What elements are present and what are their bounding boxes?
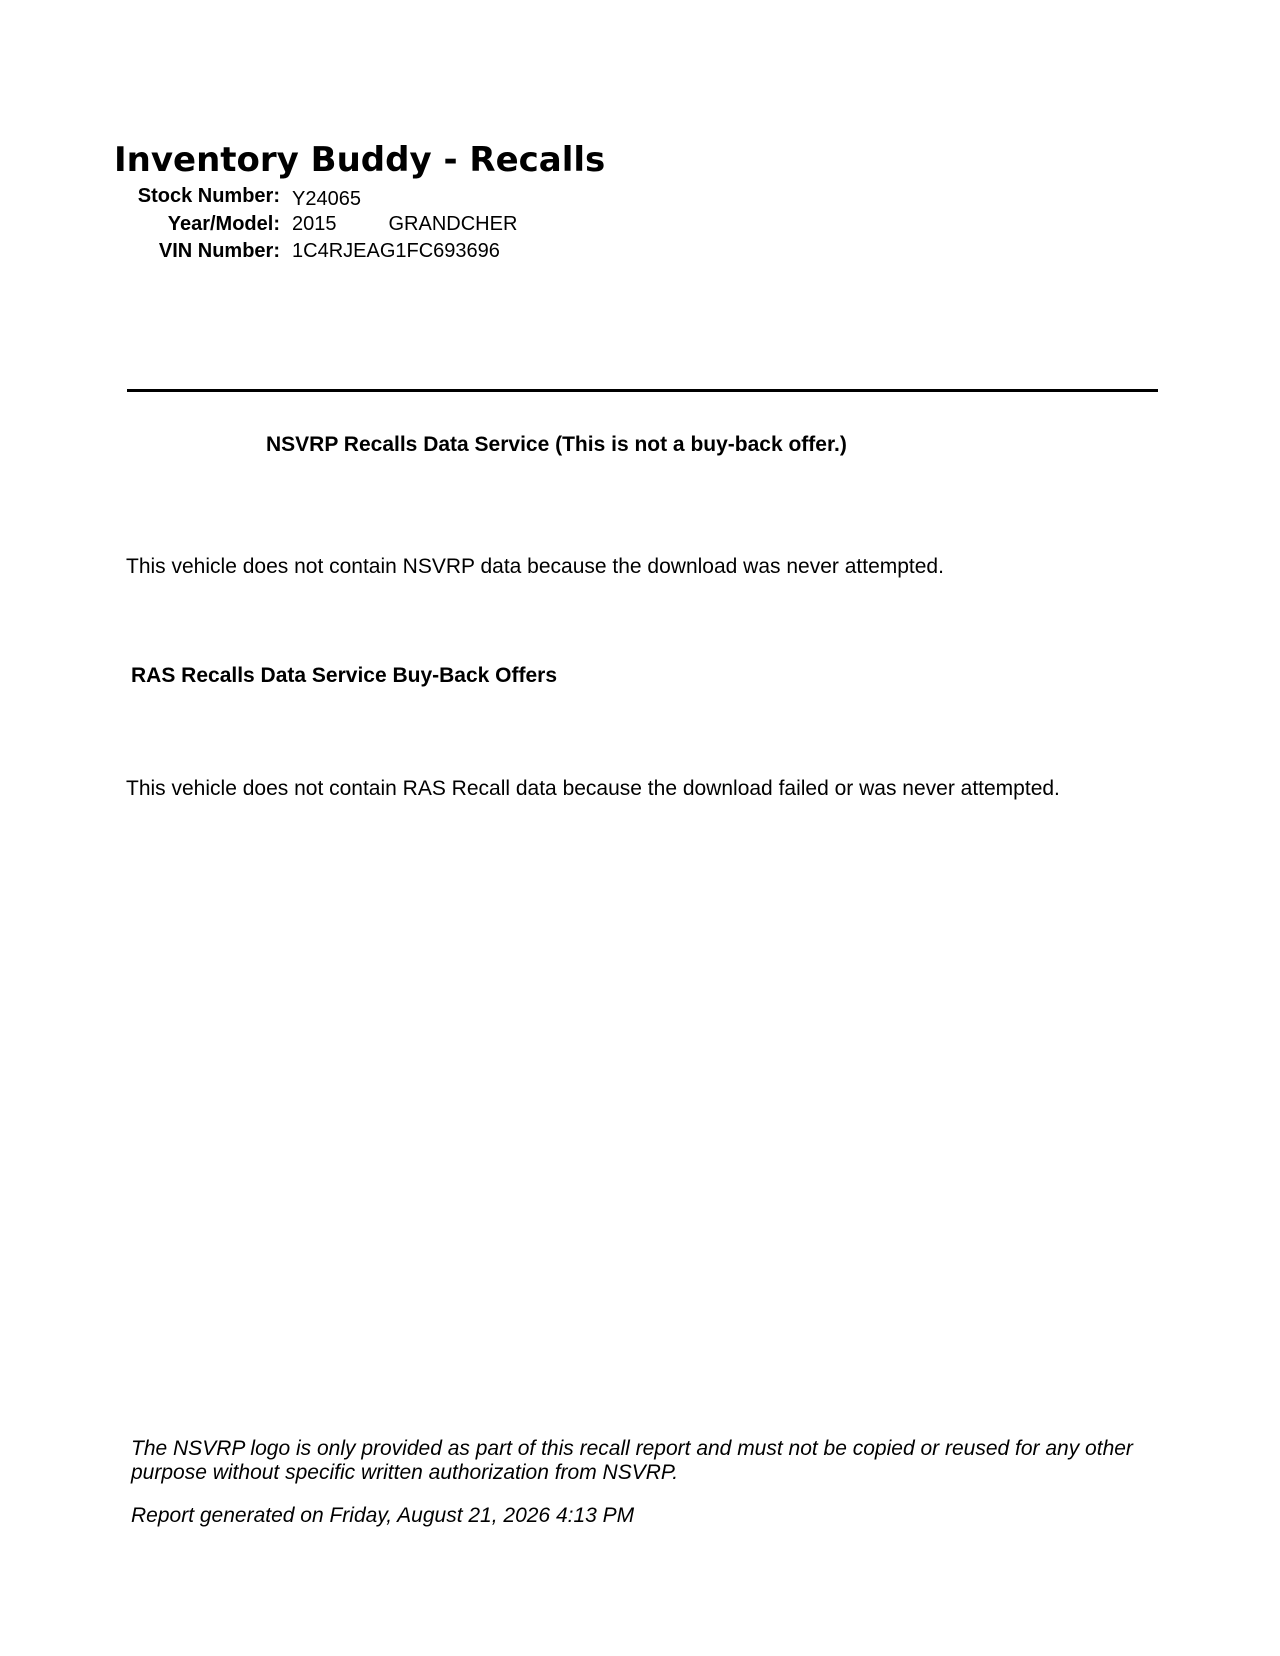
stock-number-value: Y24065: [292, 188, 361, 210]
nsvrp-heading: NSVRP Recalls Data Service (This is not a buy-back offer.): [266, 433, 847, 456]
ras-message: This vehicle does not contain RAS Recall data because the download failed or was never attempted.: [126, 777, 1060, 800]
nsvrp-message: This vehicle does not contain NSVRP data because the download was never attempted.: [126, 555, 944, 578]
year-value: 2015: [292, 213, 337, 235]
logo-usage-notice: The NSVRP logo is only provided as part of this recall report and must not be copied or reused for any other purpose without specific written authorization from NSVRP.: [131, 1437, 1133, 1484]
report-title: Inventory Buddy - Recalls: [114, 140, 606, 180]
vin-number-label: VIN Number:: [158, 240, 280, 262]
stock-number-row: [100, 185, 361, 211]
year-model-row: [100, 213, 517, 239]
year-model-label: Year/Model:: [167, 213, 280, 235]
vin-number-value: 1C4RJEAG1FC693696: [292, 240, 500, 262]
vin-number-row: [100, 240, 500, 266]
section-divider: [127, 389, 1158, 392]
report-generated-date: Report generated on Friday, August 21, 2026 4:13 PM: [131, 1504, 635, 1527]
ras-heading: RAS Recalls Data Service Buy-Back Offers: [131, 664, 558, 687]
model-value: GRANDCHER: [388, 213, 518, 235]
stock-number-label: Stock Number:: [137, 185, 280, 207]
